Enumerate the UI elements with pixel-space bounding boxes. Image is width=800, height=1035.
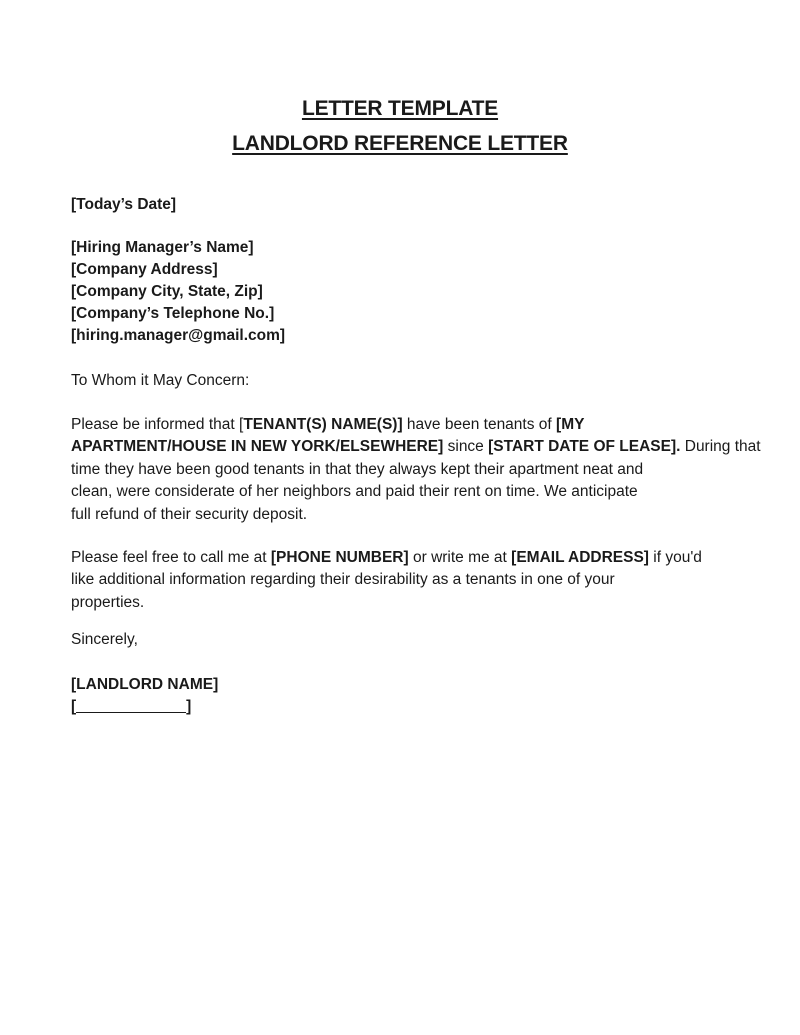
paragraph-2-line-1 xyxy=(71,547,736,569)
date-placeholder: [Today’s Date] xyxy=(71,196,177,213)
text-segment: if you'd xyxy=(648,549,702,566)
text-segment: or write me at xyxy=(408,549,512,566)
signature-blank xyxy=(76,697,186,713)
document-subtitle: LANDLORD REFERENCE LETTER xyxy=(232,132,568,155)
phone-placeholder: [PHONE NUMBER] xyxy=(270,549,409,566)
paragraph-2-line-2: like additional information regarding their desirability as a tenants in one of your xyxy=(71,571,615,589)
property-placeholder-start: [MY xyxy=(556,416,585,433)
paragraph-1-line-1 xyxy=(71,414,736,436)
open-bracket: [ xyxy=(71,698,77,715)
email-placeholder: [EMAIL ADDRESS] xyxy=(511,549,649,566)
text-segment: Please be informed that [ xyxy=(71,416,244,433)
recipient-city-state-zip: [Company City, State, Zip] xyxy=(71,283,263,300)
lease-start-placeholder: [START DATE OF LEASE]. xyxy=(488,438,681,456)
paragraph-2-line-3: properties. xyxy=(71,593,145,611)
paragraph-1-line-4: clean, were considerate of her neighbors and paid their rent on time. We anticipate xyxy=(71,483,638,501)
body-paragraph-2 xyxy=(71,547,736,614)
text-segment: Please feel free to call me at xyxy=(71,549,271,566)
landlord-name-placeholder: [LANDLORD NAME] xyxy=(71,676,219,693)
document-title: LETTER TEMPLATE xyxy=(301,97,499,120)
text-segment: have been tenants of xyxy=(402,416,557,433)
recipient-address: [Company Address] xyxy=(71,261,218,278)
paragraph-1-line-5: full refund of their security deposit. xyxy=(71,505,308,523)
salutation: To Whom it May Concern: xyxy=(71,372,250,389)
text-segment: During that xyxy=(680,438,761,456)
property-placeholder-end: APARTMENT/HOUSE IN NEW YORK/ELSEWHERE] xyxy=(71,438,444,456)
paragraph-1-line-3: time they have been good tenants in that they always kept their apartment neat and xyxy=(71,460,644,478)
recipient-telephone: [Company’s Telephone No.] xyxy=(71,305,275,322)
close-bracket: ] xyxy=(186,698,192,715)
signature-line xyxy=(71,696,191,718)
tenant-names-placeholder: TENANT(S) NAME(S)] xyxy=(243,416,403,433)
paragraph-1-line-2 xyxy=(71,436,761,458)
body-paragraph-1 xyxy=(71,414,761,526)
text-segment: since xyxy=(443,438,489,456)
recipient-email: [hiring.manager@gmail.com] xyxy=(71,327,286,344)
closing: Sincerely, xyxy=(71,631,138,648)
recipient-name: [Hiring Manager’s Name] xyxy=(71,239,254,256)
